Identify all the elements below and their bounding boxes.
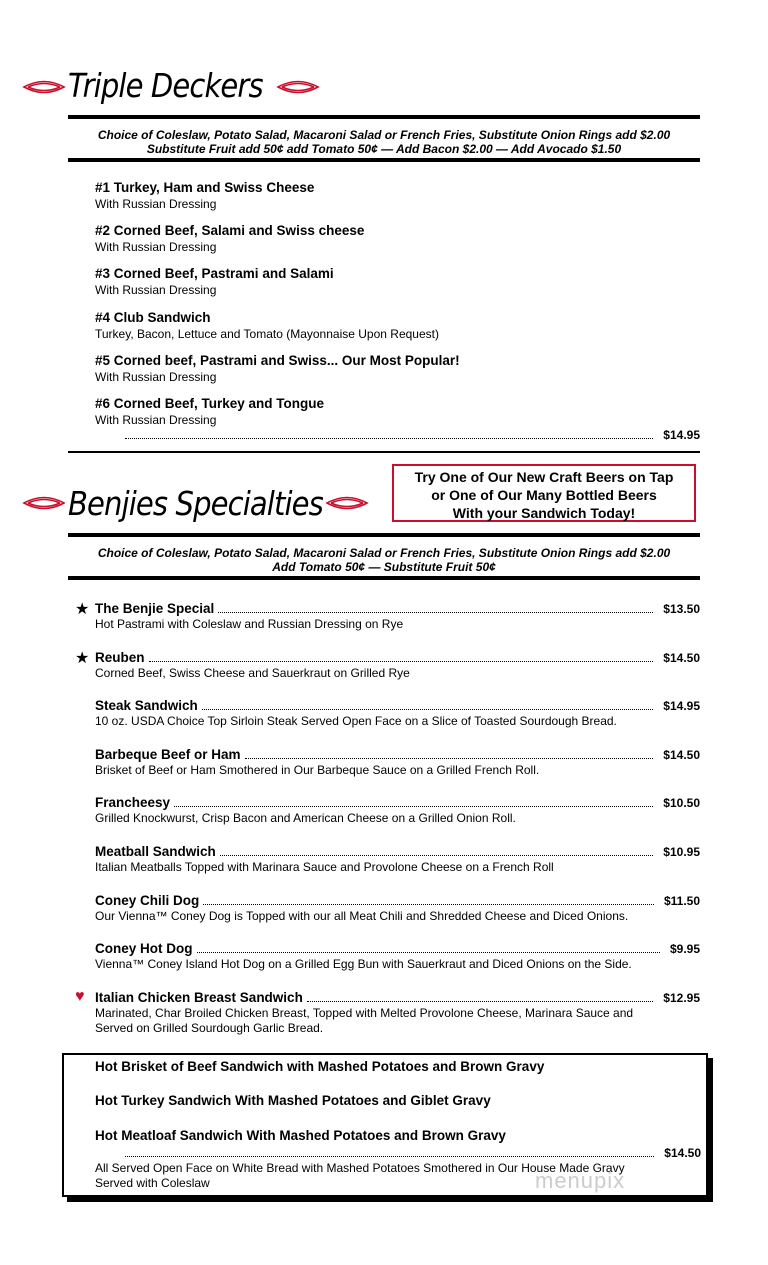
item-name: Meatball Sandwich <box>95 844 216 859</box>
menu-item <box>75 987 700 1036</box>
item-name: Barbeque Beef or Ham <box>95 746 241 762</box>
item-name: Coney Chili Dog <box>95 892 200 908</box>
section-title-specialties: Benjies Specialties <box>68 484 323 523</box>
promo-line: or One of Our Many Bottled Beers <box>431 487 657 503</box>
menu-item <box>95 941 700 972</box>
menu-item <box>95 698 700 729</box>
item-desc: With Russian Dressing <box>95 369 217 384</box>
item-desc: Italian Meatballs Topped with Marinara Sauce and Provolone Cheese on a French Roll <box>95 860 554 874</box>
item-desc: Grilled Knockwurst, Crisp Bacon and American Cheese on a Grilled Onion Roll. <box>95 811 516 826</box>
watermark: menupix <box>535 1168 626 1193</box>
menu-item <box>95 893 700 924</box>
heart-icon: ♥ <box>75 987 85 1005</box>
section-title-triple-deckers: Triple Deckers <box>68 66 263 105</box>
menu-item <box>95 180 700 211</box>
price: $14.50 <box>663 650 700 665</box>
desc-line: Served with Coleslaw <box>95 1176 210 1190</box>
swirl-ornament-icon <box>276 78 320 96</box>
price: $13.50 <box>663 602 700 616</box>
promo-line: Try One of Our New Craft Beers on Tap <box>414 469 674 485</box>
price: $14.50 <box>663 747 700 762</box>
divider <box>68 533 700 537</box>
item-name: #4 Club Sandwich <box>95 309 211 325</box>
item-name: #6 Corned Beef, Turkey and Tongue <box>95 396 325 411</box>
item-name: Coney Hot Dog <box>95 941 193 957</box>
item-desc: Our Vienna™ Coney Dog is Topped with our all Meat Chili and Shredded Cheese and Diced Onions. <box>95 908 629 923</box>
menu-item <box>95 266 700 297</box>
hot-sandwich-name: Hot Meatloaf Sandwich With Mashed Potatoes and Brown Gravy <box>95 1128 506 1143</box>
item-desc: With Russian Dressing <box>95 240 217 255</box>
item-name: Francheesy <box>95 795 171 811</box>
price: $9.95 <box>669 942 700 957</box>
triple-deckers-price-line <box>95 428 700 442</box>
item-name: #1 Turkey, Ham and Swiss Cheese <box>95 180 315 195</box>
note-line: Choice of Coleslaw, Potato Salad, Macaroni Salad or French Fries, Substitute Onion Rings add $2.00 <box>97 546 671 560</box>
divider <box>68 158 700 162</box>
item-name: Italian Chicken Breast Sandwich <box>95 989 303 1005</box>
promo-line: With your Sandwich Today! <box>452 505 636 521</box>
hot-sandwich-name: Hot Turkey Sandwich With Mashed Potatoes and Giblet Gravy <box>95 1093 491 1108</box>
note-line: Substitute Fruit add 50¢ add Tomato 50¢ — Add Bacon $2.00 — Add Avocado $1.50 <box>146 142 622 156</box>
price: $11.50 <box>663 893 700 908</box>
item-name: The Benjie Special <box>95 601 215 616</box>
item-desc: With Russian Dressing <box>95 283 217 298</box>
menu-item <box>95 844 700 875</box>
menu-item <box>95 396 700 427</box>
divider <box>68 115 700 119</box>
menu-item <box>95 223 700 254</box>
menu-item <box>75 649 700 681</box>
swirl-ornament-icon <box>22 494 66 512</box>
item-name: #5 Corned beef, Pastrami and Swiss... Our Most Popular! <box>95 352 460 368</box>
item-desc: Hot Pastrami with Coleslaw and Russian Dressing on Rye <box>95 617 404 631</box>
item-desc: With Russian Dressing <box>95 413 217 427</box>
star-icon: ★ <box>75 649 90 667</box>
swirl-ornament-icon <box>22 78 66 96</box>
item-desc: Vienna™ Coney Island Hot Dog on a Grilled Egg Bun with Sauerkraut and Diced Onions on the Side. <box>95 957 632 972</box>
price: $14.95 <box>663 428 700 442</box>
divider <box>68 576 700 580</box>
item-desc: 10 oz. USDA Choice Top Sirloin Steak Served Open Face on a Slice of Toasted Sourdough Bread. <box>95 714 617 729</box>
item-desc: With Russian Dressing <box>95 197 217 211</box>
craft-beer-promo <box>392 464 696 522</box>
price: $10.50 <box>663 796 700 811</box>
menu-item <box>75 601 700 632</box>
divider <box>68 451 700 453</box>
sides-note <box>68 128 700 156</box>
menu-item <box>95 747 700 778</box>
item-name: Steak Sandwich <box>95 698 198 714</box>
item-name: #3 Corned Beef, Pastrami and Salami <box>95 266 334 282</box>
item-name: Reuben <box>95 649 145 665</box>
sides-note <box>68 546 700 574</box>
swirl-ornament-icon <box>325 494 369 512</box>
note-line: Choice of Coleslaw, Potato Salad, Macaroni Salad or French Fries, Substitute Onion Rings add $2.00 <box>97 128 671 142</box>
desc-line: All Served Open Face on White Bread with Mashed Potatoes Smothered in Our House Made Gravy <box>95 1161 625 1175</box>
price: $14.95 <box>663 699 700 714</box>
note-line: Add Tomato 50¢ — Substitute Fruit 50¢ <box>272 560 496 574</box>
menu-item <box>95 795 700 826</box>
item-desc: Brisket of Beef or Ham Smothered in Our Barbeque Sauce on a Grilled French Roll. <box>95 762 540 777</box>
hot-sandwich-name: Hot Brisket of Beef Sandwich with Mashed Potatoes and Brown Gravy <box>95 1059 545 1074</box>
price: $12.95 <box>663 990 700 1005</box>
item-desc: Turkey, Bacon, Lettuce and Tomato (Mayonnaise Upon Request) <box>95 326 439 341</box>
star-icon: ★ <box>75 601 90 618</box>
price: $14.50 <box>664 1146 701 1160</box>
menu-item <box>95 353 700 384</box>
menu-item <box>95 310 700 341</box>
item-desc: Corned Beef, Swiss Cheese and Sauerkraut on Grilled Rye <box>95 665 410 680</box>
item-desc: Marinated, Char Broiled Chicken Breast, Topped with Melted Provolone Cheese, Marinara Sauce and Served on Grilled Sourdough Garlic Bread. <box>95 1005 634 1035</box>
price: $10.95 <box>663 845 700 859</box>
item-name: #2 Corned Beef, Salami and Swiss cheese <box>95 223 365 239</box>
